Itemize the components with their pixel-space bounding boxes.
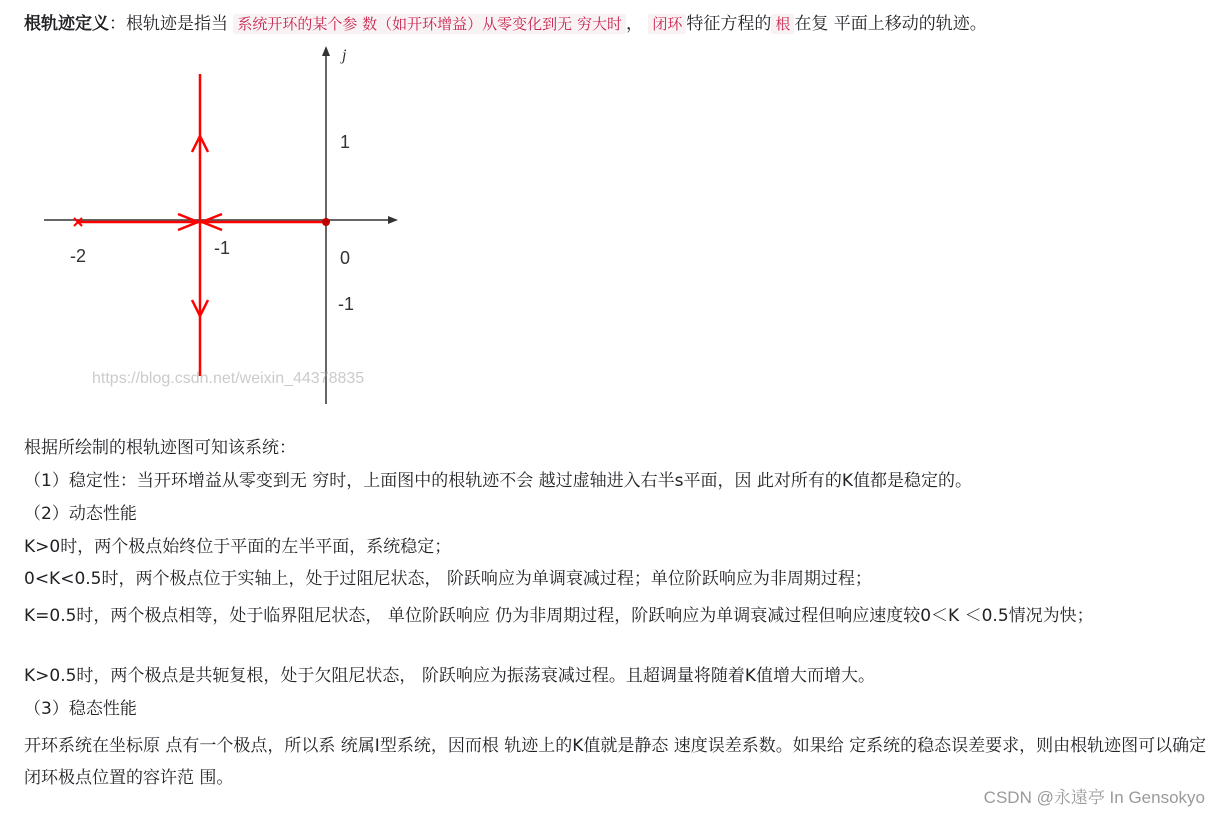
stability-text: （1）稳定性：当开环增益从零变到无 穷时，上面图中的根轨迹不会 越过虚轴进入右半s平面，因 此对所有的K值都是稳定的。	[24, 471, 973, 491]
label-real-neg2: -2	[70, 246, 87, 266]
intro-text: 根据所绘制的根轨迹图可知该系统：	[24, 438, 296, 458]
inline-code-open-loop: 系统开环的某个参 数（如开环增益）从零变化到无 穷大时	[233, 14, 626, 34]
definition-text-2: ，	[625, 14, 643, 34]
label-imag-neg1: -1	[338, 294, 355, 314]
axis-label-j: j	[342, 47, 347, 64]
definition-line	[24, 12, 987, 36]
root-locus-figure	[40, 42, 410, 410]
csdn-watermark: CSDN @永遠亭 In Gensokyo	[983, 788, 1205, 807]
label-origin-0: 0	[340, 248, 351, 268]
figure-watermark: https://blog.csdn.net/weixin_44378835	[92, 370, 365, 387]
inline-code-root: 根	[771, 14, 794, 34]
pole-marker-origin	[322, 218, 330, 226]
definition-text-1: 根轨迹是指当	[126, 14, 228, 34]
definition-term: 根轨迹定义	[24, 14, 109, 34]
definition-text-3: 特征方程的	[686, 14, 772, 34]
imag-axis-arrow	[322, 46, 330, 56]
steady-title: （3）稳态性能	[24, 699, 137, 719]
definition-text-4: 在复 平面上移动的轨迹。	[794, 14, 987, 34]
real-axis-arrow	[388, 216, 398, 224]
steady-text: 开环系统在坐标原 点有一个极点，所以系 统属I型系统，因而根 轨迹上的K值就是静态 速度误差系数。如果给 定系统的稳态误差要求，则由根轨迹图可以确定 闭环极点位置的容许范 围。	[24, 736, 1207, 788]
label-imag-1: 1	[340, 132, 351, 152]
label-real-neg1: -1	[214, 238, 231, 258]
definition-colon: ：	[109, 14, 126, 34]
k-eq-text: K=0.5时，两个极点相等，处于临界阻尼状态， 单位阶跃响应 仍为非周期过程，阶跃响应为单调衰减过程但响应速度较0＜K ＜0.5情况为快；	[24, 606, 1094, 626]
dynamic-title: （2）动态性能	[24, 504, 137, 524]
inline-code-closed-loop: 闭环	[648, 14, 686, 34]
k-gt0-text: K>0时，两个极点始终位于平面的左半平面，系统稳定；	[24, 537, 452, 557]
k-gt05-text: K>0.5时，两个极点是共轭复根，处于欠阻尼状态， 阶跃响应为振荡衰减过程。且超调量将随着K值增大而增大。	[24, 666, 875, 686]
k-range-text: 0<K<0.5时，两个极点位于实轴上，处于过阻尼状态， 阶跃响应为单调衰减过程；单位阶跃响应为非周期过程；	[24, 569, 872, 589]
